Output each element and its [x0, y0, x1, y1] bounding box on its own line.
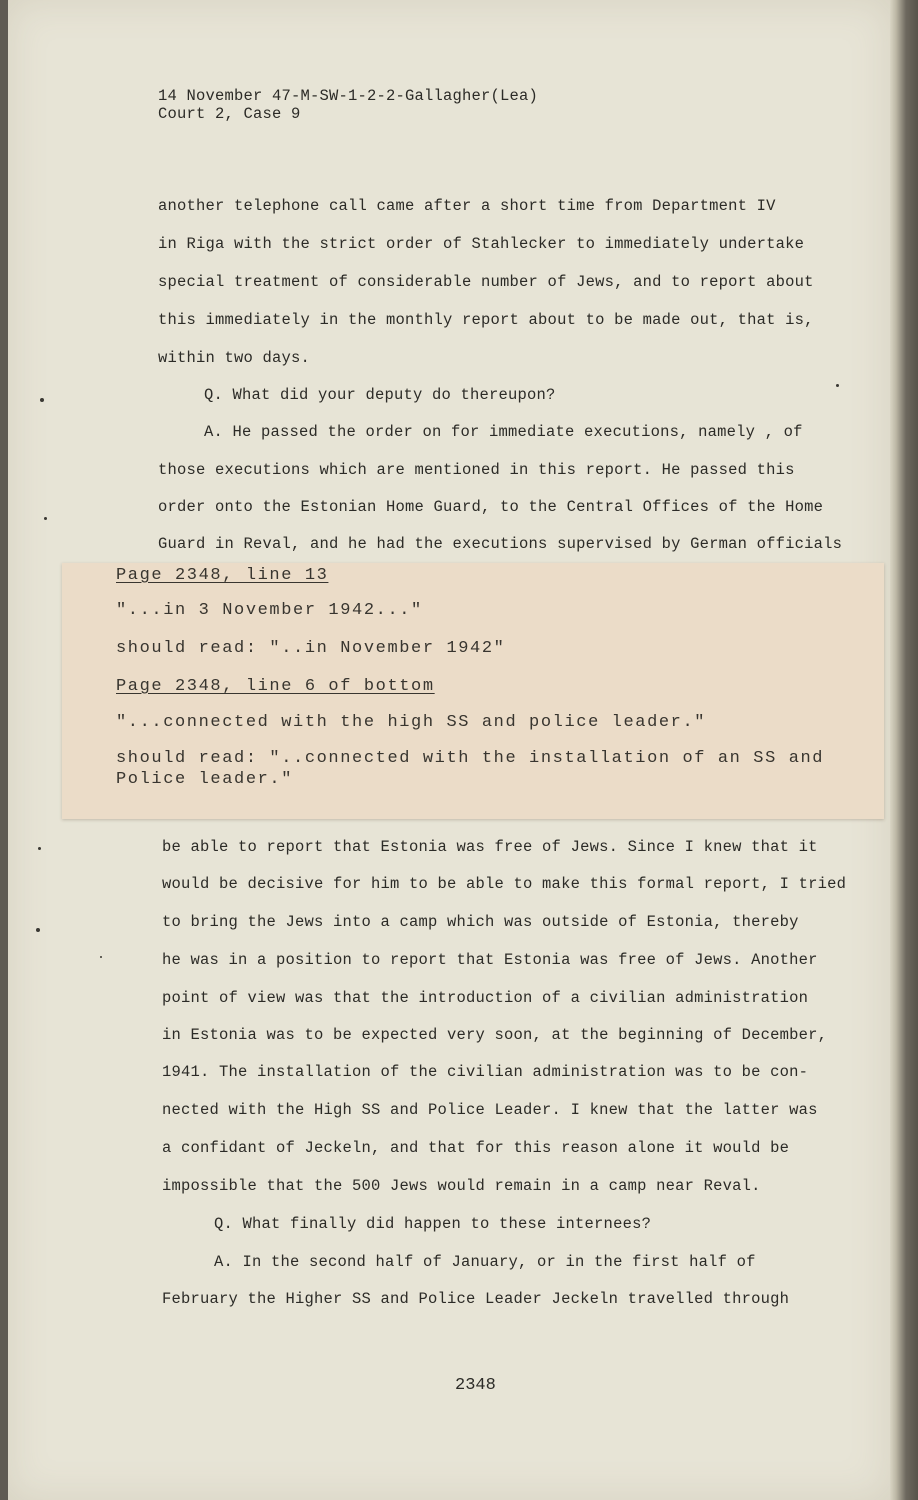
body-line: would be decisive for him to be able to make this formal report, I tried: [162, 875, 847, 893]
body-line: February the Higher SS and Police Leader Jeckeln travelled through: [162, 1290, 790, 1308]
paper-speck: [36, 928, 40, 932]
paper-speck: [38, 847, 41, 850]
body-line: this immediately in the monthly report about to be made out, that is,: [158, 311, 814, 329]
body-line: Q. What did your deputy do thereupon?: [204, 386, 556, 404]
body-line: impossible that the 500 Jews would remain in a camp near Reval.: [162, 1177, 761, 1195]
errata-original-text-1: "...in 3 November 1942...": [116, 601, 423, 620]
body-line: he was in a position to report that Estonia was free of Jews. Another: [162, 951, 818, 969]
body-line: to bring the Jews into a camp which was outside of Estonia, thereby: [162, 913, 799, 931]
errata-page-reference-1: Page 2348, line 13: [116, 566, 329, 585]
body-line: A. In the second half of January, or in the first half of: [214, 1253, 756, 1271]
errata-original-text-2: "...connected with the high SS and police leader.": [116, 713, 707, 732]
body-line: order onto the Estonian Home Guard, to the Central Offices of the Home: [158, 498, 824, 516]
body-line: within two days.: [158, 349, 311, 367]
body-line: in Estonia was to be expected very soon, at the beginning of December,: [162, 1026, 828, 1044]
body-line: nected with the High SS and Police Leader. I knew that the latter was: [162, 1101, 818, 1119]
body-line: another telephone call came after a short time from Department IV: [158, 197, 776, 215]
paper-speck: [40, 398, 44, 402]
errata-correction-2: should read: "..connected with the installation of an SS and: [116, 749, 825, 768]
errata-correction-2-cont: Police leader.": [116, 770, 294, 789]
body-line: 1941. The installation of the civilian administration was to be con-: [162, 1063, 809, 1081]
header-line-1: 14 November 47-M-SW-1-2-2-Gallagher(Lea): [158, 87, 539, 105]
paper-speck: [836, 384, 839, 387]
header-line-2: Court 2, Case 9: [158, 105, 301, 123]
body-line: A. He passed the order on for immediate executions, namely , of: [204, 423, 803, 441]
body-line: special treatment of considerable number of Jews, and to report about: [158, 273, 814, 291]
paper-speck: [44, 517, 47, 520]
body-line: point of view was that the introduction of a civilian administration: [162, 989, 809, 1007]
body-line: be able to report that Estonia was free of Jews. Since I knew that it: [162, 838, 818, 856]
paper-speck: [100, 956, 102, 958]
errata-slip: [62, 563, 884, 819]
body-line: those executions which are mentioned in this report. He passed this: [158, 461, 795, 479]
page-edge: [890, 0, 918, 1500]
errata-correction-1: should read: "..in November 1942": [116, 639, 506, 658]
body-line: Q. What finally did happen to these internees?: [214, 1215, 652, 1233]
errata-page-reference-2: Page 2348, line 6 of bottom: [116, 677, 435, 696]
body-line: in Riga with the strict order of Stahlecker to immediately undertake: [158, 235, 805, 253]
body-line: a confidant of Jeckeln, and that for this reason alone it would be: [162, 1139, 790, 1157]
page-number: 2348: [455, 1376, 496, 1395]
body-line: Guard in Reval, and he had the executions supervised by German officials: [158, 535, 843, 553]
